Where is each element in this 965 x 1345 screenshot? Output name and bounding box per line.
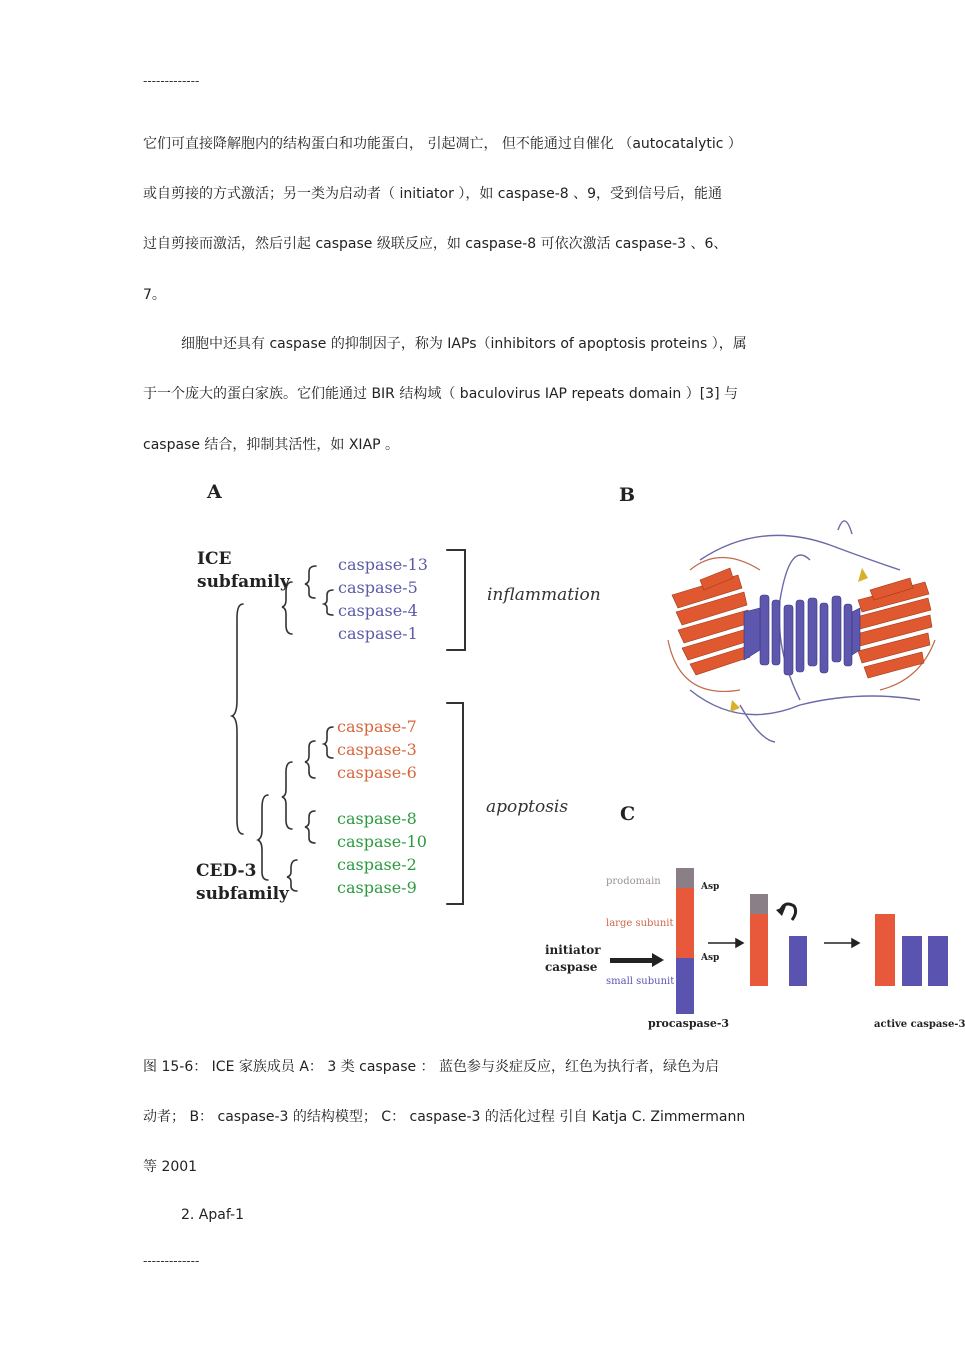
panel-c-letter: C xyxy=(620,803,636,825)
caspase-label: caspase-1 xyxy=(338,624,418,643)
small-subunit-block xyxy=(789,936,807,986)
caspase-label: caspase-9 xyxy=(337,878,417,897)
subfamily-label-line: subfamily xyxy=(196,884,289,904)
prodomain-label: prodomain xyxy=(606,876,661,887)
paragraph-line: 细胞中还具有 caspase 的抑制因子，称为 IAPs（inhibitors of apoptosis proteins ），属 xyxy=(181,336,747,352)
section-heading: 2. Apaf-1 xyxy=(181,1207,244,1223)
large-subunit-label: large subunit xyxy=(606,918,674,929)
large-subunit-block xyxy=(875,914,895,986)
caspase-label: caspase-5 xyxy=(338,578,418,597)
panel-b-letter: B xyxy=(619,484,636,506)
caspase-label: caspase-10 xyxy=(337,832,427,851)
caspase-label: caspase-4 xyxy=(338,601,418,620)
figure-caption-line: 图 15-6： ICE 家族成员 A： 3 类 caspase ： 蓝色参与炎症反应，红色为执行者，绿色为启 xyxy=(143,1059,720,1075)
footer-rule: ------------- xyxy=(143,1254,200,1268)
small-subunit-block xyxy=(902,936,922,986)
caspase-label: caspase-13 xyxy=(338,555,428,574)
paragraph-line: 过自剪接而激活，然后引起 caspase 级联反应，如 caspase-8 可依次激活 caspase-3 、6、 xyxy=(143,236,728,252)
inflammation-label: inflammation xyxy=(487,585,601,605)
prodomain-block xyxy=(676,868,694,888)
caspase-label: caspase-6 xyxy=(337,763,417,782)
paragraph-line: 7。 xyxy=(143,287,166,303)
large-subunit-block xyxy=(750,914,768,986)
small-subunit-label: small subunit xyxy=(606,976,675,987)
apoptosis-label: apoptosis xyxy=(486,797,569,817)
panel-a-letter: A xyxy=(207,481,222,503)
caspase-label: caspase-2 xyxy=(337,855,417,874)
ice-label-line: ICE xyxy=(197,549,232,569)
caspase-label-line: caspase xyxy=(545,960,598,974)
caspase-label: caspase-8 xyxy=(337,809,417,828)
caspase-label: caspase-7 xyxy=(337,717,417,736)
large-subunit-block xyxy=(676,888,694,958)
paragraph-line: 它们可直接降解胞内的结构蛋白和功能蛋白， 引起凋亡， 但不能通过自催化 （autocatalytic ） xyxy=(143,136,742,152)
figure-caption-line: 动者； B： caspase-3 的结构模型； C： caspase-3 的活化过程 引自 Katja C. Zimmermann xyxy=(143,1109,746,1125)
small-subunit-block xyxy=(676,958,694,1014)
asp-label: Asp xyxy=(701,953,720,963)
paragraph-line: caspase 结合，抑制其活性，如 XIAP 。 xyxy=(143,437,400,453)
paragraph-line: 或自剪接的方式激活；另一类为启动者（ initiator ），如 caspase-8 、9，受到信号后，能通 xyxy=(143,186,723,202)
initiator-caspase-label xyxy=(545,942,601,976)
procaspase-label: procaspase-3 xyxy=(648,1017,730,1030)
active-caspase-label: active caspase-3 xyxy=(874,1019,965,1030)
subfamily-label-line: subfamily xyxy=(197,572,290,592)
caspase-label: caspase-3 xyxy=(337,740,417,759)
header-rule: ------------- xyxy=(143,74,200,88)
initiator-label-line: initiator xyxy=(545,943,601,957)
figure-caption-line: 等 2001 xyxy=(143,1159,198,1175)
ced3-label-line: CED-3 xyxy=(196,861,257,881)
small-subunit-block xyxy=(928,936,948,986)
asp-label: Asp xyxy=(701,882,720,892)
paragraph-line: 于一个庞大的蛋白家族。它们能通过 BIR 结构域（ baculovirus IAP repeats domain ）[3] 与 xyxy=(143,386,738,402)
prodomain-block xyxy=(750,894,768,914)
